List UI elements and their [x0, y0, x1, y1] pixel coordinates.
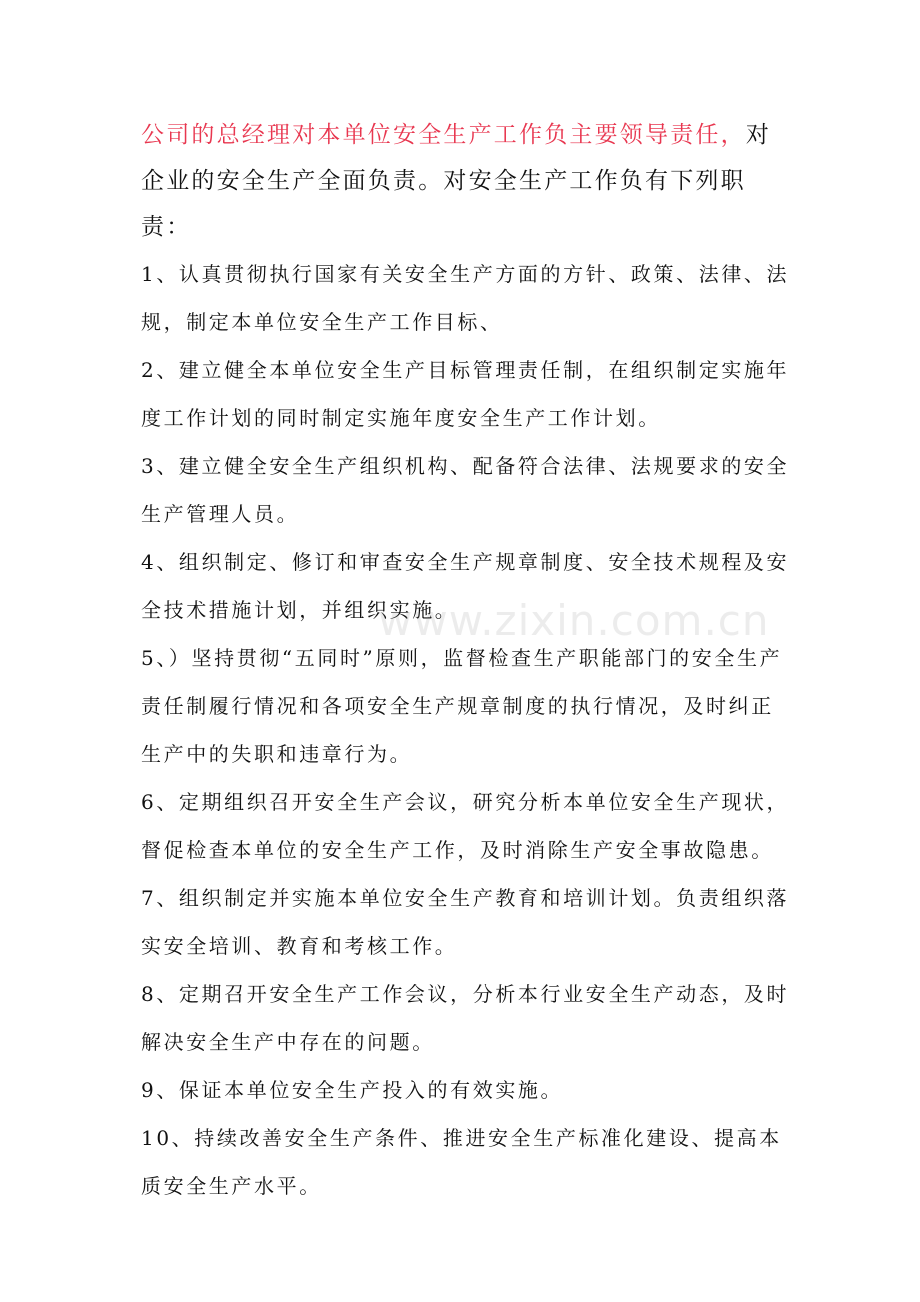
- duty-item-7: 7、组织制定并实施本单位安全生产教育和培训计划。负责组织落实安全培训、教育和考核工作。: [141, 886, 790, 958]
- duty-item-3: 3、建立健全安全生产组织机构、配备符合法律、法规要求的安全生产管理人员。: [141, 454, 790, 526]
- document-body: [141, 112, 791, 1210]
- intro-highlight-text: 公司的总经理对本单位安全生产工作负主要领导责任，: [141, 122, 746, 148]
- intro-paragraph: [141, 112, 791, 250]
- watermark-text: www.zixin.com.cn: [378, 596, 770, 645]
- duty-item-2: 2、建立健全本单位安全生产目标管理责任制，在组织制定实施年度工作计划的同时制定实施年度安全生产工作计划。: [141, 358, 790, 430]
- duty-item-5: 5、）坚持贯彻“五同时”原则，监督检查生产职能部门的安全生产责任制履行情况和各项安全生产规章制度的执行情况，及时纠正生产中的失职和违章行为。: [141, 646, 783, 766]
- duty-item-9: 9、保证本单位安全生产投入的有效实施。: [141, 1078, 564, 1102]
- duty-item-1: 1、认真贯彻执行国家有关安全生产方面的方针、政策、法律、法规，制定本单位安全生产工作目标、: [141, 262, 790, 334]
- intro-rest-text: 对企业的安全生产全面负责。对安全生产工作负有下列职责：: [141, 122, 772, 240]
- duty-item-6: 6、定期组织召开安全生产会议，研究分析本单位安全生产现状，督促检查本单位的安全生产工作，及时消除生产安全事故隐患。: [141, 790, 790, 862]
- duty-item-4: 4、组织制定、修订和审查安全生产规章制度、安全技术规程及安全技术措施计划，并组织实施。: [141, 550, 790, 622]
- duty-item-8: 8、定期召开安全生产工作会议，分析本行业安全生产动态，及时解决安全生产中存在的问题。: [141, 982, 790, 1054]
- duty-item-10: 10、持续改善安全生产条件、推进安全生产标准化建设、提高本质安全生产水平。: [141, 1126, 782, 1198]
